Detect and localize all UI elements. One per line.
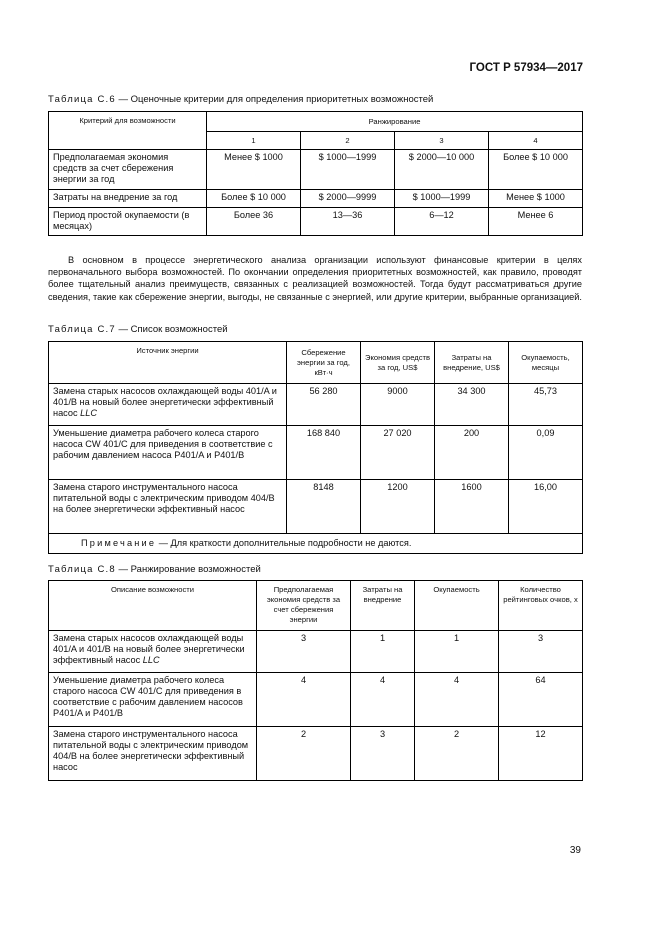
table-c8-description-text: Уменьшение диаметра рабочего колеса старого насоса CW 401/C для приведения в соответствие с рабочим давлением насосов P401/A и P401/B bbox=[53, 675, 243, 718]
table-row bbox=[49, 208, 583, 236]
table-c7 bbox=[48, 341, 583, 554]
table-c6-cell: 13—36 bbox=[301, 208, 395, 236]
table-c7-header: Сбережение энергии за год, кВт·ч bbox=[287, 342, 361, 384]
table-c8-header: Окупаемость bbox=[415, 581, 499, 631]
table-c6-cell: $ 1000—1999 bbox=[301, 150, 395, 190]
table-c8-cell: 3 bbox=[351, 727, 415, 781]
table-row bbox=[49, 426, 583, 480]
table-c8-description-italic: LLC bbox=[142, 655, 160, 665]
table-c7-cell: 16,00 bbox=[509, 480, 583, 534]
table-c8-caption bbox=[48, 564, 261, 575]
table-c8-cell: 1 bbox=[415, 631, 499, 673]
table-c7-source bbox=[49, 480, 287, 534]
table-row bbox=[49, 727, 583, 781]
table-c7-note-row bbox=[49, 534, 583, 554]
table-c8-header: Предполагаемая экономия средств за счет сбережения энергии bbox=[257, 581, 351, 631]
table-c6-rank-number: 2 bbox=[301, 132, 395, 150]
table-c6-header-criterion: Критерий для возможности bbox=[49, 112, 207, 150]
table-row bbox=[49, 480, 583, 534]
table-row bbox=[49, 190, 583, 208]
table-row bbox=[49, 673, 583, 727]
table-row bbox=[49, 150, 583, 190]
table-c7-caption bbox=[48, 324, 228, 335]
table-c7-cell: 9000 bbox=[361, 384, 435, 426]
table-c7-cell: 45,73 bbox=[509, 384, 583, 426]
table-c7-label: Таблица С.7 bbox=[48, 324, 116, 335]
table-row bbox=[49, 631, 583, 673]
table-c6-header-ranking: Ранжирование bbox=[207, 112, 583, 132]
table-c6-cell: $ 1000—1999 bbox=[395, 190, 489, 208]
table-c7-cell: 1600 bbox=[435, 480, 509, 534]
table-c7-cell: 0,09 bbox=[509, 426, 583, 480]
table-c7-cell: 200 bbox=[435, 426, 509, 480]
table-c7-cell: 56 280 bbox=[287, 384, 361, 426]
table-c8-cell: 2 bbox=[415, 727, 499, 781]
table-c8-label: Таблица С.8 bbox=[48, 564, 116, 575]
table-c6-cell: 6—12 bbox=[395, 208, 489, 236]
table-c7-note bbox=[49, 534, 583, 554]
table-c8-header: Количество рейтинговых очков, x bbox=[499, 581, 583, 631]
table-c7-source-italic: LLC bbox=[80, 408, 97, 418]
table-c6-caption bbox=[48, 94, 433, 105]
table-c7-header: Затраты на внедрение, US$ bbox=[435, 342, 509, 384]
table-c7-header: Источник энергии bbox=[49, 342, 287, 384]
table-c8-description bbox=[49, 727, 257, 781]
table-c6-criterion: Период простой окупаемости (в месяцах) bbox=[49, 208, 207, 236]
table-c8-cell: 4 bbox=[415, 673, 499, 727]
table-c6-cell: Менее $ 1000 bbox=[207, 150, 301, 190]
table-c7-source-text: Замена старых насосов охлаждающей воды 401/A и 401/B на новый более энергетически эффективный насос bbox=[53, 386, 277, 418]
table-c6-title: — Оценочные критерии для определения приоритетных возможностей bbox=[115, 94, 434, 105]
standard-number: ГОСТ Р 57934—2017 bbox=[469, 62, 583, 74]
table-c7-cell: 27 020 bbox=[361, 426, 435, 480]
table-c8-description-text: Замена старого инструментального насоса питательной воды с электрическим приводом 404/B на более энергетически эффективный насос bbox=[53, 729, 249, 772]
table-c7-source-text: Замена старого инструментального насоса питательной воды с электрическим приводом 404/B на более энергетически эффективный насос bbox=[53, 482, 275, 514]
table-c6-rank-number: 3 bbox=[395, 132, 489, 150]
table-c6 bbox=[48, 111, 583, 236]
table-c8-cell: 4 bbox=[257, 673, 351, 727]
table-c6-rank-number: 4 bbox=[489, 132, 583, 150]
table-c6-cell: Более $ 10 000 bbox=[489, 150, 583, 190]
table-c7-source-text: Уменьшение диаметра рабочего колеса старого насоса CW 401/C для приведения в соответствие с рабочим давлением насоса P401/A и P401/B bbox=[53, 428, 273, 460]
note-text: — Для краткости дополнительные подробности не даются. bbox=[156, 538, 412, 548]
table-c8-description-text: Замена старых насосов охлаждающей воды 401/A и 401/B на новый более энергетически эффективный насос bbox=[53, 633, 245, 665]
table-c8-title: — Ранжирование возможностей bbox=[115, 564, 261, 575]
table-c7-title: — Список возможностей bbox=[115, 324, 228, 335]
table-c6-criterion: Предполагаемая экономия средств за счет сбережения энергии за год bbox=[49, 150, 207, 190]
table-c6-cell: Более $ 10 000 bbox=[207, 190, 301, 208]
table-c8 bbox=[48, 580, 583, 781]
table-c6-cell: Менее 6 bbox=[489, 208, 583, 236]
table-c7-source bbox=[49, 426, 287, 480]
table-c8-cell: 12 bbox=[499, 727, 583, 781]
table-c7-cell: 34 300 bbox=[435, 384, 509, 426]
table-c7-source bbox=[49, 384, 287, 426]
table-c8-description bbox=[49, 673, 257, 727]
page-number: 39 bbox=[569, 845, 581, 856]
table-c6-criterion: Затраты на внедрение за год bbox=[49, 190, 207, 208]
table-c6-cell: $ 2000—9999 bbox=[301, 190, 395, 208]
table-c8-cell: 64 bbox=[499, 673, 583, 727]
table-c8-header: Затраты на внедрение bbox=[351, 581, 415, 631]
table-c6-cell: $ 2000—10 000 bbox=[395, 150, 489, 190]
table-c8-description bbox=[49, 631, 257, 673]
body-paragraph: В основном в процессе энергетического анализа организации используют финансовые критерии в целях первоначального выбора возможностей. По окончании определения приоритетных возможностей, как правило, проводят более тщательный анализ преимуществ, связанных с реализацией возможностей. Тогда будут рассматриваться другие сведения, такие как сбережение энергии, выгоды, не связанные с энергией, или другие критерии, выбранные организацией. bbox=[48, 255, 582, 302]
table-c8-cell: 2 bbox=[257, 727, 351, 781]
table-c7-header: Экономия средств за год, US$ bbox=[361, 342, 435, 384]
table-c8-cell: 1 bbox=[351, 631, 415, 673]
table-c8-cell: 3 bbox=[257, 631, 351, 673]
table-c6-cell: Более 36 bbox=[207, 208, 301, 236]
table-c8-cell: 3 bbox=[499, 631, 583, 673]
table-c7-header: Окупаемость, месяцы bbox=[509, 342, 583, 384]
table-c7-cell: 1200 bbox=[361, 480, 435, 534]
table-c6-label: Таблица С.6 bbox=[48, 94, 116, 105]
table-c6-rank-number: 1 bbox=[207, 132, 301, 150]
table-c8-header: Описание возможности bbox=[49, 581, 257, 631]
table-c6-cell: Менее $ 1000 bbox=[489, 190, 583, 208]
table-c8-cell: 4 bbox=[351, 673, 415, 727]
table-c7-cell: 168 840 bbox=[287, 426, 361, 480]
table-c7-cell: 8148 bbox=[287, 480, 361, 534]
table-row bbox=[49, 384, 583, 426]
note-label: Примечание bbox=[81, 538, 157, 548]
